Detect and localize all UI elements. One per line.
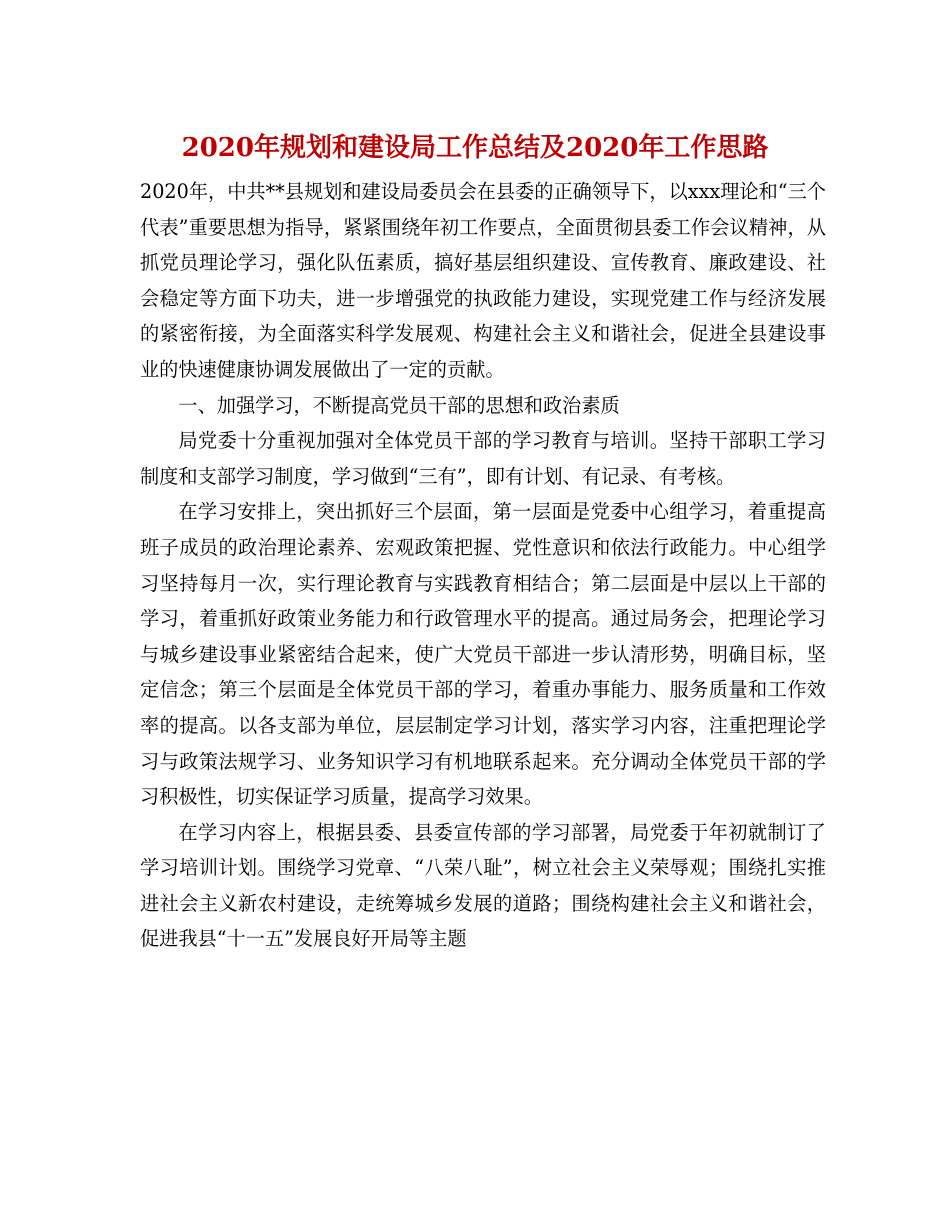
paragraph-study-training: 局党委十分重视加强对全体党员干部的学习教育与培训。坚持干部职工学习制度和支部学习制度，学习做到“三有”，即有计划、有记录、有考核。 <box>140 429 826 488</box>
paragraph-study-content: 在学习内容上，根据县委、县委宣传部的学习部署，局党委于年初就制订了学习培训计划。围绕学习党章、“八荣八耻”，树立社会主义荣辱观；围绕扎实推进社会主义新农村建设，走统筹城乡发展的道路；围绕构建社会主义和谐社会，促进我县“十一五”发展良好开局等主题 <box>140 820 826 951</box>
document-body <box>140 174 826 957</box>
paragraph-study-arrangement: 在学习安排上，突出抓好三个层面，第一层面是党委中心组学习，着重提高班子成员的政治理论素养、宏观政策把握、党性意识和依法行政能力。中心组学习坚持每月一次，实行理论教育与实践教育相结合；第二层面是中层以上干部的学习，着重抓好政策业务能力和行政管理水平的提高。通过局务会，把理论学习与城乡建设事业紧密结合起来，使广大党员干部进一步认清形势，明确目标，坚定信念；第三个层面是全体党员干部的学习，着重办事能力、服务质量和工作效率的提高。以各支部为单位，层层制定学习计划，落实学习内容，注重把理论学习与政策法规学习、业务知识学习有机地联系起来。充分调动全体党员干部的学习积极性，切实保证学习质量，提高学习效果。 <box>140 500 826 809</box>
section-heading-1: 一、加强学习，不断提高党员干部的思想和政治素质 <box>178 393 620 417</box>
document-title: 2020年规划和建设局工作总结及2020年工作思路 <box>181 133 769 163</box>
paragraph-intro: 2020年，中共**县规划和建设局委员会在县委的正确领导下，以xxx理论和“三个代表”重要思想为指导，紧紧围绕年初工作要点，全面贯彻县委工作会议精神，从抓党员理论学习，强化队伍素质，搞好基层组织建设、宣传教育、廉政建设、社会稳定等方面下功夫，进一步增强党的执政能力建设，实现党建工作与经济发展的紧密衔接，为全面落实科学发展观、构建社会主义和谐社会，促进全县建设事业的快速健康协调发展做出了一定的贡献。 <box>140 180 826 381</box>
